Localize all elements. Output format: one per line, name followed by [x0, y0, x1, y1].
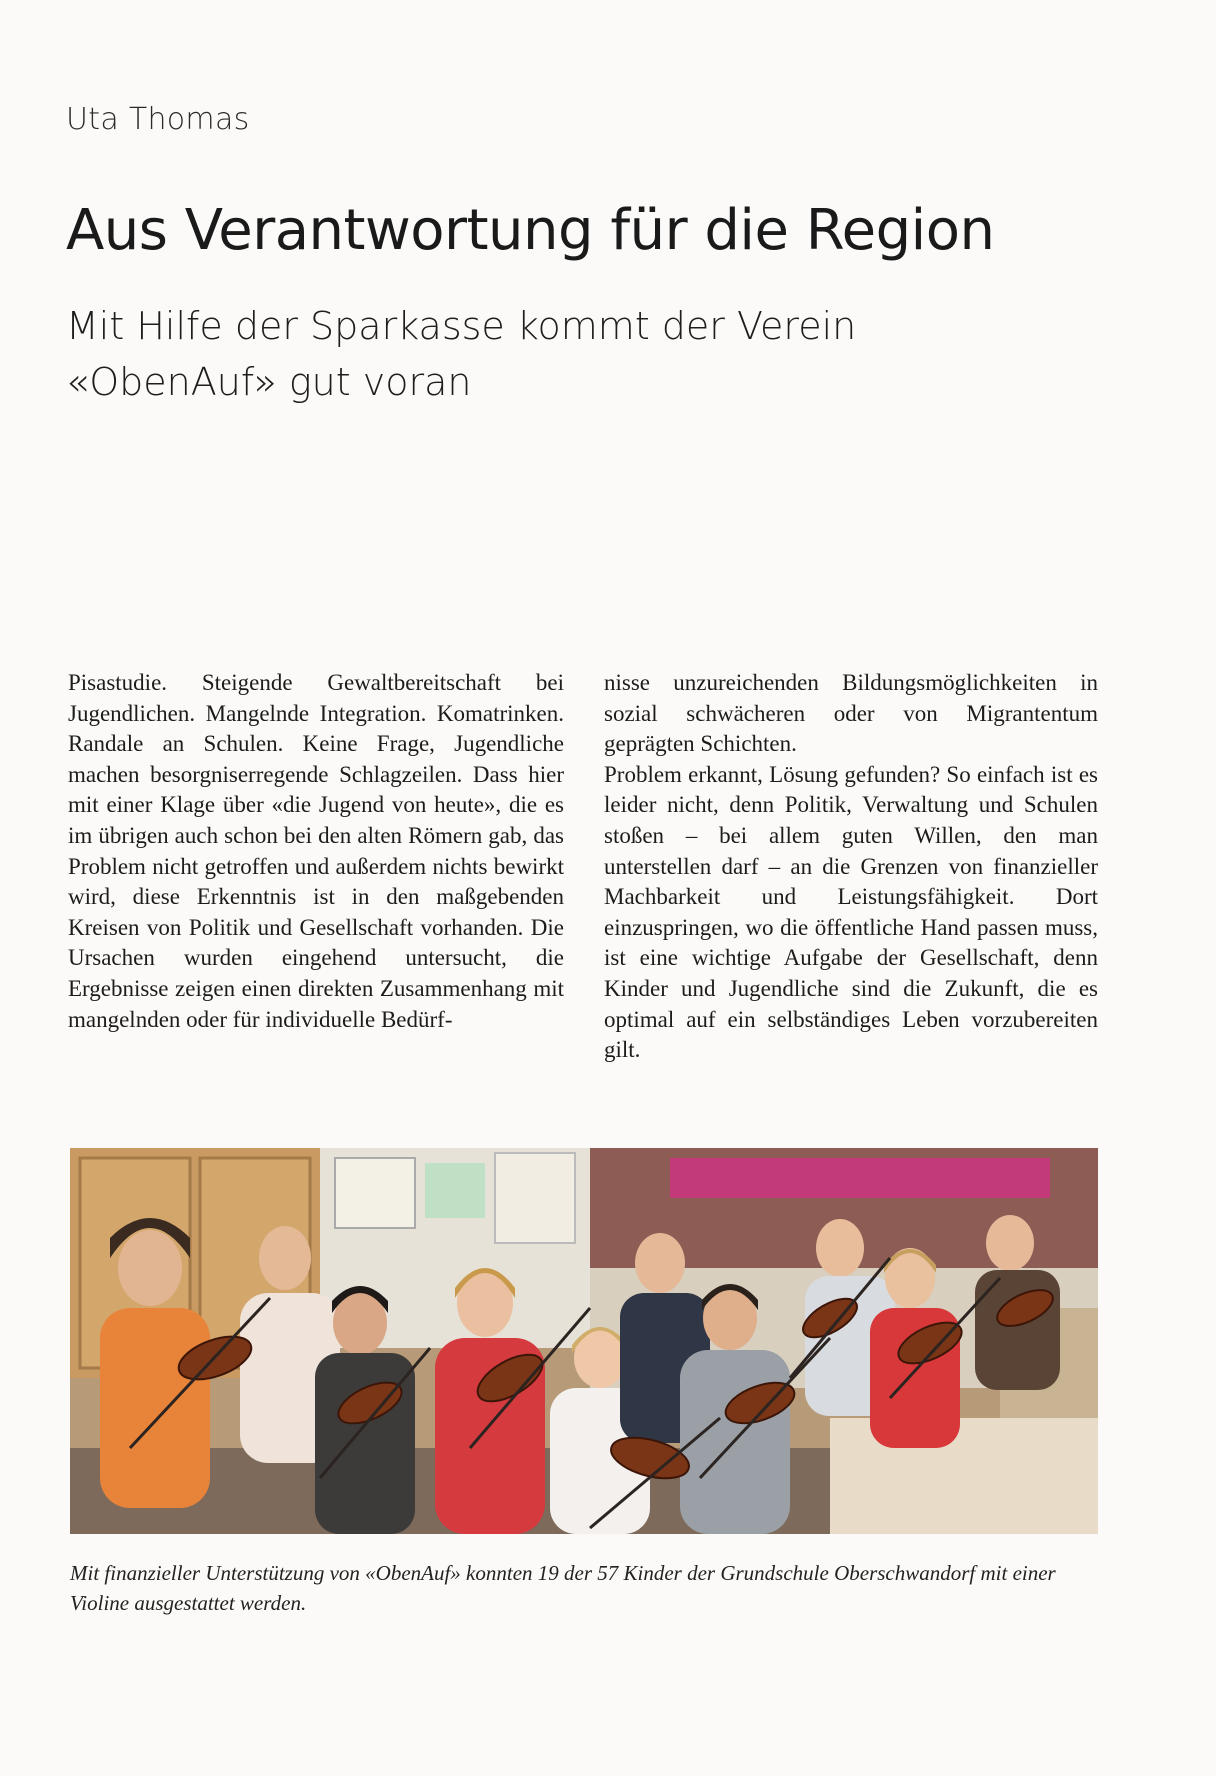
bleed-through-header	[525, 102, 530, 125]
text-column-left	[68, 668, 564, 1035]
body-paragraph-right-2: Problem erkannt, Lösung gefunden? So einfach ist es leider nicht, denn Politik, Verwaltung und Schulen stoßen – bei allem guten Willen, den man unterstellen darf – an die Grenzen von finanzieller Machbarkeit und Leistungsfähigkeit. Dort einzuspringen, wo die öffentliche Hand passen muss, ist eine wichtige Aufgabe der Gesellschaft, denn Kinder und Jugendliche sind die Zukunft, die es optimal auf ein selbständiges Leben vorzubereiten gilt.	[604, 761, 1098, 1063]
text-column-right	[604, 668, 1098, 1066]
author-name: Uta Thomas	[66, 102, 250, 137]
classroom-violin-photo	[70, 1148, 1098, 1534]
article-subtitle: Mit Hilfe der Sparkasse kommt der Verein «ObenAuf» gut voran	[66, 304, 857, 404]
body-paragraph-right-1: nisse unzureichenden Bildungsmöglichkeiten in sozial schwächeren oder von Migrantentum geprägten Schichten.	[604, 670, 1098, 757]
body-paragraph-left: Pisastudie. Steigende Gewaltbereitschaft bei Jugendlichen. Mangelnde Integration. Komatrinken. Randale an Schulen. Keine Frage, Jugendliche machen besorgniserregende Schlagzeilen. Dass hier mit einer Klage über «die Jugend von heute», die es im übrigen auch schon bei den alten Römern gab, das Problem nicht getroffen und außerdem nichts bewirkt wird, diese Erkenntnis ist in den maßgebenden Kreisen von Politik und Gesellschaft vorhanden. Die Ursachen wurden eingehend untersucht, die Ergebnisse zeigen einen direkten Zusammenhang mit mangelnden oder für individuelle Bedürf-	[68, 670, 564, 1032]
article-title: Aus Verantwortung für die Region	[66, 198, 995, 263]
photo-caption: Mit finanzieller Unterstützung von «ObenAuf» konnten 19 der 57 Kinder der Grundschule Oberschwandorf mit einer Violine ausgestattet werden.	[70, 1561, 1056, 1615]
photo-illustration	[70, 1148, 1098, 1534]
